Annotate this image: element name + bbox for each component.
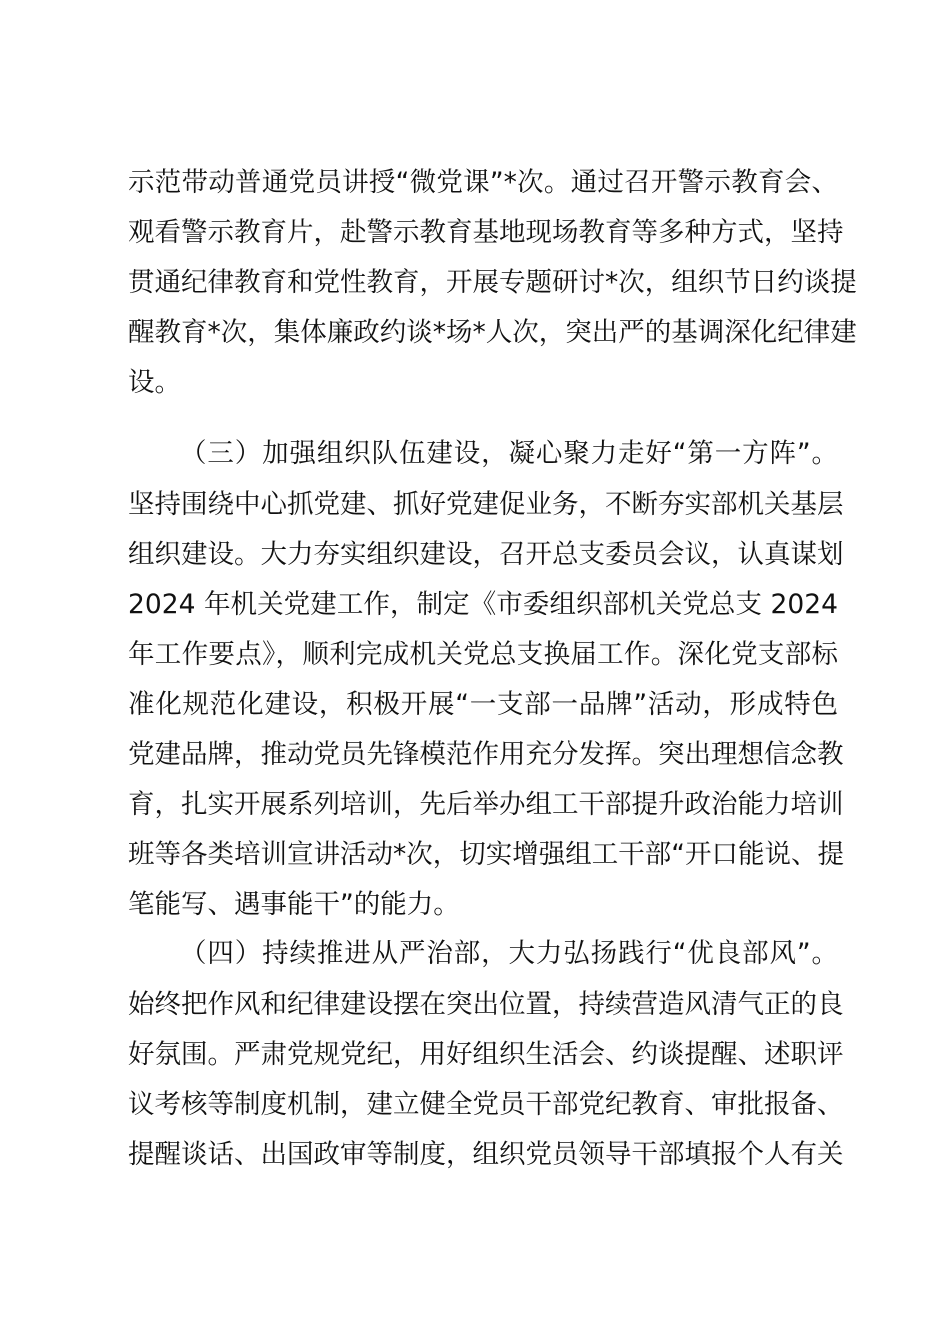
text-line: 示范带动普通党员讲授“微党课”*次。通过召开警示教育会、 bbox=[128, 167, 838, 198]
text-line: 议考核等制度机制，建立健全党员干部党纪教育、审批报备、 bbox=[128, 1089, 844, 1120]
text-line: 醒教育*次，集体廉政约谈*场*人次，突出严的基调深化纪律建 bbox=[128, 317, 857, 348]
text-line: 贯通纪律教育和党性教育，开展专题研讨*次，组织节日约谈提 bbox=[128, 267, 857, 298]
text-line: 2024 年机关党建工作，制定《市委组织部机关党总支 2024 bbox=[128, 589, 838, 620]
text-line: 党建品牌，推动党员先锋模范作用充分发挥。突出理想信念教 bbox=[128, 739, 844, 770]
section-heading: （四）持续推进从严治部，大力弘扬践行“优良部风”。 bbox=[180, 938, 838, 969]
text-line: 育，扎实开展系列培训，先后举办组工干部提升政治能力培训 bbox=[128, 789, 844, 820]
text-line: 组织建设。大力夯实组织建设，召开总支委员会议，认真谋划 bbox=[128, 539, 844, 570]
text-line: 坚持围绕中心抓党建、抓好党建促业务，不断夯实部机关基层 bbox=[128, 489, 844, 520]
text-line: 年工作要点》，顺利完成机关党总支换届工作。深化党支部标 bbox=[128, 639, 838, 670]
text-line: 班等各类培训宣讲活动*次，切实增强组工干部“开口能说、提 bbox=[128, 839, 844, 870]
text-line: 始终把作风和纪律建设摆在突出位置，持续营造风清气正的良 bbox=[128, 989, 844, 1020]
text-line: 笔能写、遇事能干”的能力。 bbox=[128, 889, 460, 920]
text-line: 准化规范化建设，积极开展“一支部一品牌”活动，形成特色 bbox=[128, 689, 838, 720]
text-line: 设。 bbox=[128, 367, 181, 398]
text-line: 好氛围。严肃党规党纪，用好组织生活会、约谈提醒、述职评 bbox=[128, 1039, 844, 1070]
text-line: 提醒谈话、出国政审等制度，组织党员领导干部填报个人有关 bbox=[128, 1139, 844, 1170]
text-line: 观看警示教育片，赴警示教育基地现场教育等多种方式，坚持 bbox=[128, 217, 844, 248]
section-heading: （三）加强组织队伍建设，凝心聚力走好“第一方阵”。 bbox=[180, 438, 838, 469]
